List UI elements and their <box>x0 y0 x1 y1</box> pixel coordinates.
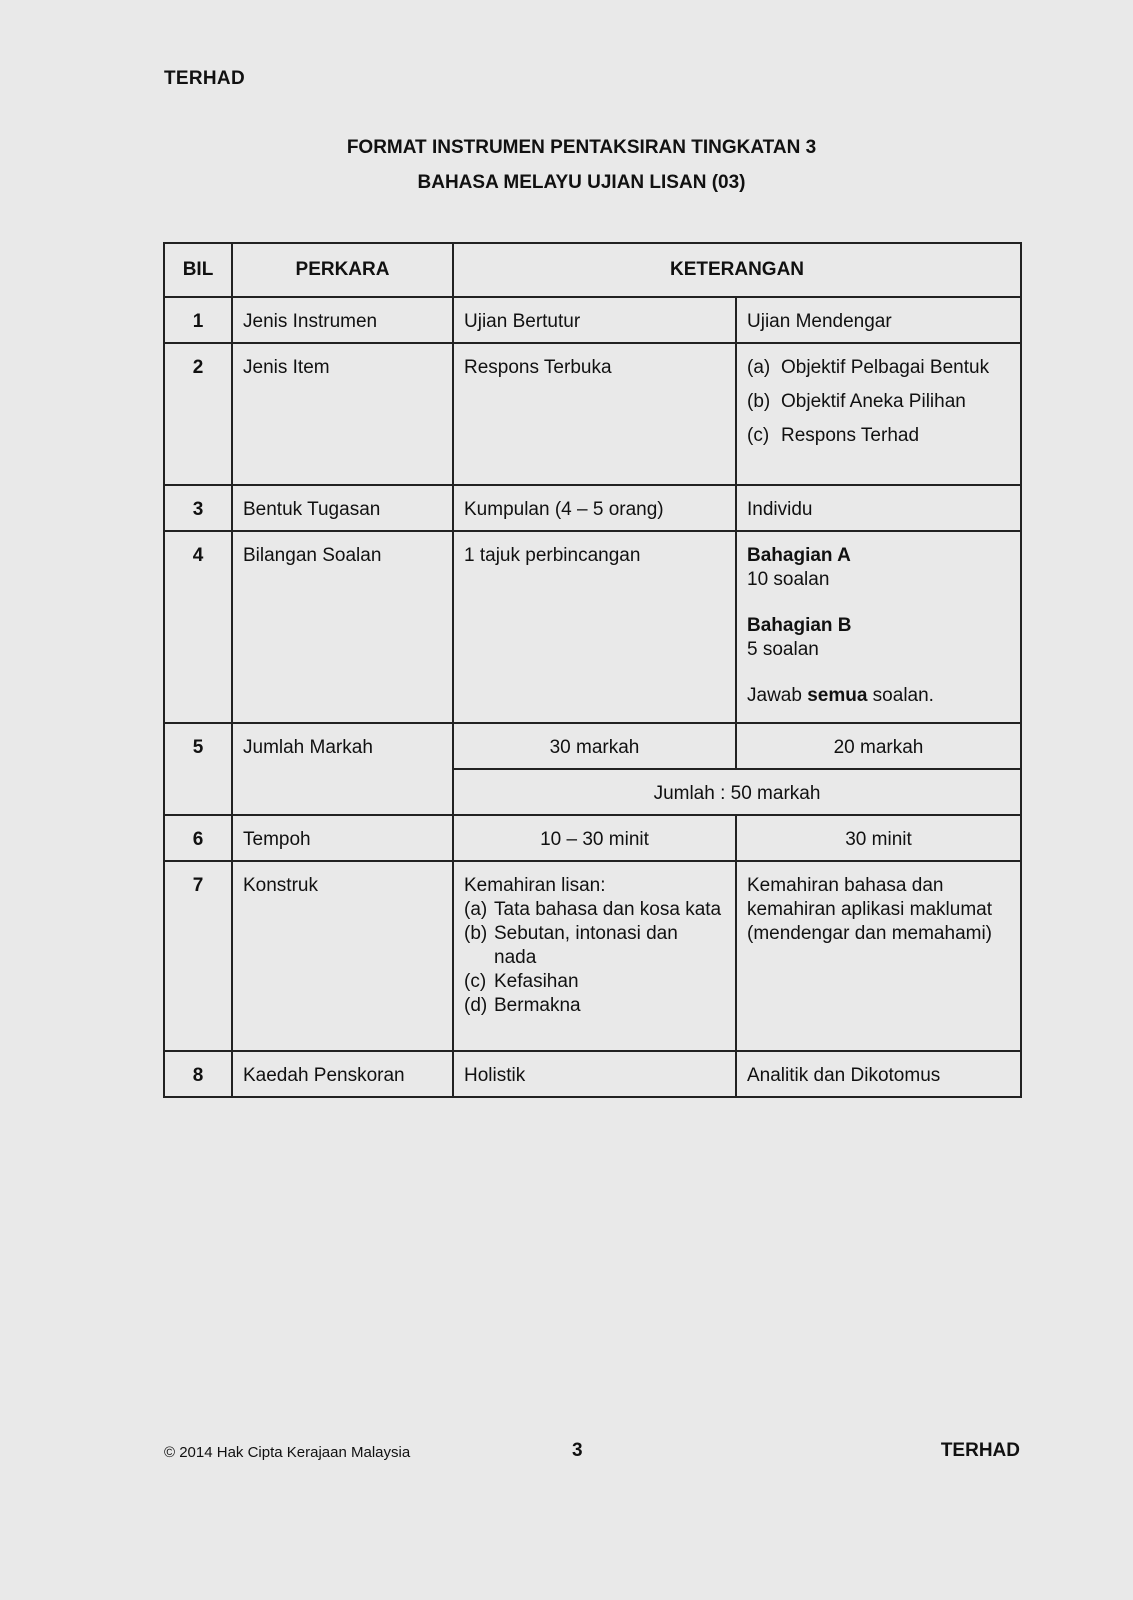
table-row <box>164 1051 1021 1097</box>
row-perkara: Jenis Instrumen <box>232 297 453 343</box>
row-number: 2 <box>164 343 232 485</box>
row-keterangan-1: 30 markah <box>453 723 736 769</box>
list-item-label: (b) <box>464 923 488 944</box>
konstruk-intro: Kemahiran lisan: <box>464 875 606 896</box>
row-keterangan-1: 10 – 30 minit <box>453 815 736 861</box>
spacer <box>747 592 1010 614</box>
section-b-text: 5 soalan <box>747 639 819 660</box>
row-perkara: Bilangan Soalan <box>232 531 453 723</box>
header-keterangan: KETERANGAN <box>453 243 1021 297</box>
list-item <box>464 898 725 922</box>
list-item-text: Kefasihan <box>494 971 579 992</box>
table-header-row <box>164 243 1021 297</box>
row-keterangan-1: Ujian Bertutur <box>453 297 736 343</box>
row-number: 1 <box>164 297 232 343</box>
row-number: 5 <box>164 723 232 815</box>
section-a-text: 10 soalan <box>747 569 830 590</box>
row-keterangan-1: Respons Terbuka <box>453 343 736 485</box>
list-item-label: (a) <box>464 899 488 920</box>
list-item <box>747 424 1010 448</box>
list-item-text: Objektif Pelbagai Bentuk <box>781 357 990 378</box>
list-item <box>464 994 725 1018</box>
list-item-text: Objektif Aneka Pilihan <box>781 391 966 412</box>
header-bil: BIL <box>164 243 232 297</box>
row-number: 6 <box>164 815 232 861</box>
row-perkara: Jenis Item <box>232 343 453 485</box>
row-keterangan-2: Kemahiran bahasa dan kemahiran aplikasi maklumat (mendengar dan memahami) <box>736 861 1021 1051</box>
list-item <box>747 390 1010 414</box>
row-perkara: Jumlah Markah <box>232 723 453 815</box>
row-keterangan-1: Holistik <box>453 1051 736 1097</box>
list-item-text: Bermakna <box>494 995 581 1016</box>
list-item-label: (a) <box>747 357 771 378</box>
list-item-label: (d) <box>464 995 488 1016</box>
table-row <box>164 485 1021 531</box>
row-perkara: Kaedah Penskoran <box>232 1051 453 1097</box>
list-item-label: (b) <box>747 391 771 412</box>
row-keterangan-2: Individu <box>736 485 1021 531</box>
document-subtitle: BAHASA MELAYU UJIAN LISAN (03) <box>417 172 746 193</box>
row-keterangan-2: Ujian Mendengar <box>736 297 1021 343</box>
section-b-title: Bahagian B <box>747 615 852 636</box>
footer-copyright: © 2014 Hak Cipta Kerajaan Malaysia <box>164 1444 411 1461</box>
row-number: 7 <box>164 861 232 1051</box>
header-perkara: PERKARA <box>232 243 453 297</box>
row-keterangan-2 <box>736 531 1021 723</box>
table-row <box>164 723 1021 769</box>
row-total: Jumlah : 50 markah <box>453 769 1021 815</box>
row-keterangan-1: 1 tajuk perbincangan <box>453 531 736 723</box>
row-number: 4 <box>164 531 232 723</box>
list-item <box>464 922 725 970</box>
answer-note-pre: Jawab <box>747 685 808 706</box>
row-keterangan-1 <box>453 861 736 1051</box>
table-row <box>164 861 1021 1051</box>
table-row <box>164 531 1021 723</box>
answer-note-emphasis: semua <box>807 685 868 706</box>
row-number: 3 <box>164 485 232 531</box>
row-keterangan-2: 20 markah <box>736 723 1021 769</box>
row-perkara: Konstruk <box>232 861 453 1051</box>
list-item-text: Sebutan, intonasi dan nada <box>494 923 678 968</box>
list-item-text: Tata bahasa dan kosa kata <box>494 899 722 920</box>
section-a-title: Bahagian A <box>747 545 851 566</box>
answer-note-post: soalan. <box>867 685 934 706</box>
row-number: 8 <box>164 1051 232 1097</box>
answer-note <box>747 684 1010 708</box>
row-keterangan-2 <box>736 343 1021 485</box>
table-row <box>164 297 1021 343</box>
table-row <box>164 343 1021 485</box>
row-keterangan-2: 30 minit <box>736 815 1021 861</box>
list-item-label: (c) <box>747 425 770 446</box>
table-row <box>164 815 1021 861</box>
header-classification: TERHAD <box>164 68 245 89</box>
row-perkara: Tempoh <box>232 815 453 861</box>
spacer <box>747 662 1010 684</box>
row-perkara: Bentuk Tugasan <box>232 485 453 531</box>
row-keterangan-2: Analitik dan Dikotomus <box>736 1051 1021 1097</box>
list-item <box>747 356 1010 380</box>
row-keterangan-1: Kumpulan (4 – 5 orang) <box>453 485 736 531</box>
page-number: 3 <box>572 1440 583 1461</box>
list-item-text: Respons Terhad <box>781 425 920 446</box>
footer-classification: TERHAD <box>940 1440 1020 1461</box>
document-title: FORMAT INSTRUMEN PENTAKSIRAN TINGKATAN 3 <box>346 137 817 158</box>
format-table <box>163 242 1022 1098</box>
list-item <box>464 970 725 994</box>
list-item-label: (c) <box>464 971 487 992</box>
